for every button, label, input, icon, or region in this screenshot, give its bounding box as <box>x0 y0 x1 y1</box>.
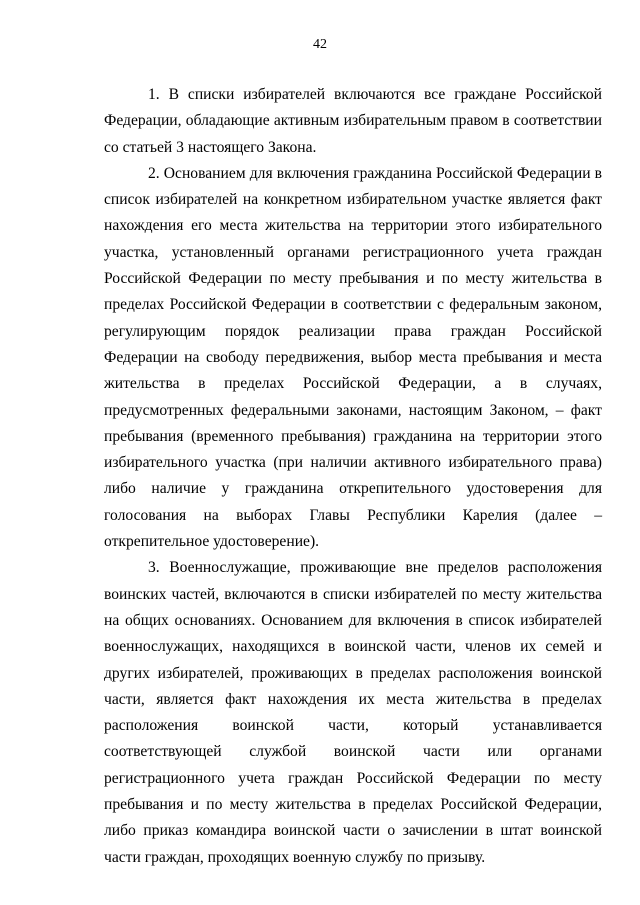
paragraph-3: 3. Военнослужащие, проживающие вне пределов расположения воинских частей, включаются в списки избирателей по месту жительства на общих основаниях. Основанием для включения в список избирателей военнослужащих, находящихся в воинской части, членов их семей и других избирателей, проживающих в пределах расположения воинской части, является факт нахождения их места жительства в пределах расположения воинской части, который устанавливается соответствующей службой воинской части или органами регистрационного учета граждан Российской Федерации по месту пребывания и по месту жительства в пределах Российской Федерации, либо приказ командира воинской части о зачислении в штат воинской части граждан, проходящих военную службу по призыву. <box>104 559 602 866</box>
document-body <box>104 82 602 871</box>
page-number: 42 <box>313 37 327 52</box>
paragraph-2: 2. Основанием для включения гражданина Российской Федерации в список избирателей на конкретном избирательном участке является факт нахождения его места жительства на территории этого избирательного участка, установленный органами регистрационного учета граждан Российской Федерации по месту пребывания и по месту жительства в пределах Российской Федерации в соответствии с федеральным законом, регулирующим порядок реализации права граждан Российской Федерации на свободу передвижения, выбор места пребывания и места жительства в пределах Российской Федерации, а в случаях, предусмотренных федеральными законами, настоящим Законом, – факт пребывания (временного пребывания) гражданина на территории этого избирательного участка (при наличии активного избирательного права) либо наличие у гражданина открепительного удостоверения для голосования на выборах Главы Республики Карелия (далее – открепительное удостоверение). <box>104 164 602 551</box>
paragraph-1: 1. В списки избирателей включаются все граждане Российской Федерации, обладающие активным избирательным правом в соответствии со статьей 3 настоящего Закона. <box>104 86 602 156</box>
